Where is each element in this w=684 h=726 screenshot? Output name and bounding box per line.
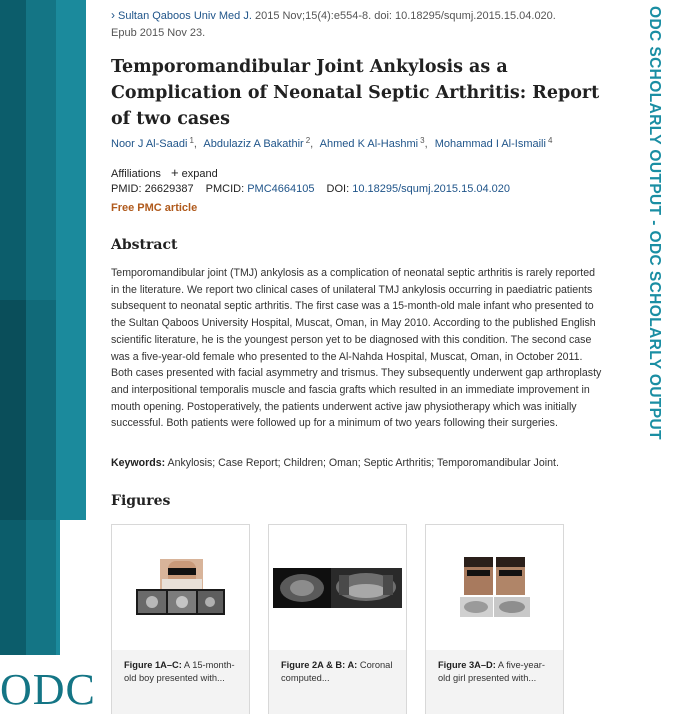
author-link[interactable]: Noor J Al-Saadi [111,138,188,150]
figure-card[interactable] [268,524,407,714]
doi-link[interactable]: 10.18295/squmj.2015.15.04.020 [352,183,511,195]
figure-caption [269,650,406,714]
article-title: Temporomandibular Joint Ankylosis as a Complication of Neonatal Septic Arthritis: Report of two cases [111,57,600,129]
figure-card[interactable] [425,524,564,714]
figure-thumbnail[interactable] [269,525,406,650]
chevron-right-icon: › [111,8,115,22]
pmid-label: PMID: [111,183,142,195]
figure-3-image [426,525,563,650]
affiliations-label: Affiliations [111,168,161,180]
figure-label: Figure 2A & B: A: [281,660,358,670]
pmid-value: 26629387 [144,183,194,195]
figure-thumbnail[interactable] [112,525,249,650]
journal-link[interactable]: Sultan Qaboos Univ Med J. [118,10,252,22]
author-affil-ref[interactable]: 4 [547,136,553,145]
expand-label: expand [181,168,218,180]
figure-label: Figure 1A–C: [124,660,182,670]
decor-band-darker-block [0,300,26,520]
citation-details: 2015 Nov;15(4):e554-8. doi: 10.18295/squmj.2015.15.04.020. [251,10,556,22]
citation [111,7,606,42]
author-affil-ref[interactable]: 2 [305,136,311,145]
decor-band-light-strip [56,520,60,655]
author-link[interactable]: Abdulaziz A Bakathir [203,138,304,150]
author-link[interactable]: Ahmed K Al-Hashmi [319,138,419,150]
author-list: Noor J Al-Saadi $^1$, Abdulaziz A Bakathir $^2$, Ahmed K Al-Hashmi $^3$, Mohammad I Al-Ismaili $^4$ [111,136,553,150]
free-pmc-link[interactable]: Free PMC article [111,202,198,214]
figure-2-image [269,525,406,650]
affiliations-toggle[interactable] [111,165,218,180]
pmcid-label: PMCID: [205,183,245,195]
figures-heading: Figures [111,493,171,509]
plus-icon: + [171,165,179,180]
author-link[interactable]: Mohammad I Al-Ismaili [434,138,546,150]
figure-card[interactable] [111,524,250,714]
abstract-heading: Abstract [111,237,178,253]
vertical-watermark [645,6,684,476]
figure-caption [112,650,249,714]
keywords-label: Keywords: [111,457,166,469]
figure-thumbnail[interactable] [426,525,563,650]
figure-caption-text: A 15-month-old boy presented with... [124,660,235,684]
watermark-text: ODC SCHOLARLY OUTPUT - ODC SCHOLARLY OUTPUT [646,6,663,441]
doi-label: DOI: [326,183,350,195]
epub-date: Epub 2015 Nov 23. [111,27,206,39]
figure-1-image [112,525,249,650]
figure-caption [426,650,563,714]
pmcid-link[interactable]: PMC4664105 [247,183,315,195]
abstract-text: Temporomandibular joint (TMJ) ankylosis as a complication of neonatal septic arthritis is rarely reported in the literature. We report two clinical cases of unilateral TMJ ankylosis occurring in paediatric patients subsequent to neonatal septic arthritis. The first case was a 15-month-old male infant who presented to the Sultan Qaboos University Hospital, Muscat, Oman, in May 2010. According to the published English scientific literature, he is the youngest person yet to be diagnosed with this condition. The second case was a five-year-old female who presented to the Al-Nahda Hospital, Muscat, Oman, in October 2011. Both cases presented with facial asymmetry and trismus. They subsequently underwent gap arthroplasty and interpositional temporalis muscle and fascia grafts which resulted in an immediate improvement in mouth opening. Postoperatively, the patients underwent active jaw physiotherapy which was initially successful. Both patients were followed up for a minimum of two years following their surgeries. [111,267,602,430]
odc-logo: ODC [0,665,96,714]
keywords [111,457,606,469]
figure-label: Figure 3A–D: [438,660,496,670]
keywords-text: Ankylosis; Case Report; Children; Oman; Septic Arthritis; Temporomandibular Joint. [165,457,559,469]
author-affil-ref[interactable]: 3 [420,136,425,145]
decor-band-mid-block [26,300,56,520]
figure-caption-text: Coronal computed... [281,660,393,684]
author-affil-ref[interactable]: 1 [189,136,194,145]
figure-caption-text: A five-year-old girl presented with... [438,660,545,684]
decor-band-light [56,0,86,520]
article-ids [111,183,510,195]
